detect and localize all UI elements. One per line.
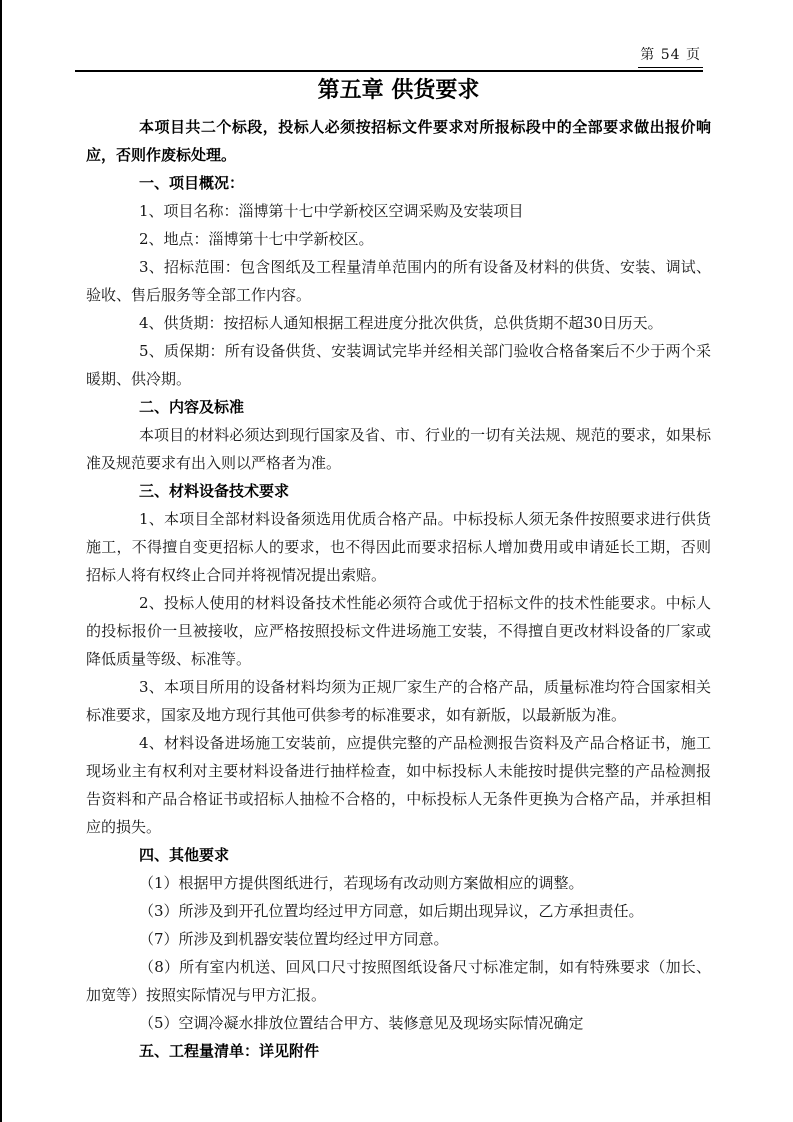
section-heading: 五、工程量清单：详见附件 — [139, 1042, 320, 1060]
paragraph: 2、投标人使用的材料设备技术性能必须符合或优于招标文件的技术性能要求。中标人的投标报价一旦被接收，应严格按照投标文件进场施工安装，不得擅自更改材料设备的厂家或降低质量等级、标准等。 — [86, 594, 711, 668]
section-heading: 本项目共二个标段，投标人必须按招标文件要求对所报标段中的全部要求做出报价响应，否则作废标处理。 — [86, 118, 711, 164]
document-content — [86, 76, 711, 1065]
paragraph: （1）根据甲方提供图纸进行，若现场有改动则方案做相应的调整。 — [139, 874, 584, 892]
header-rule — [75, 70, 703, 72]
paragraph: （3）所涉及到开孔位置均经过甲方同意，如后期出现异议，乙方承担责任。 — [139, 902, 644, 920]
paragraph: 1、项目名称：淄博第十七中学新校区空调采购及安装项目 — [139, 202, 524, 220]
section-heading: 一、项目概况： — [139, 174, 245, 192]
paragraph: 4、供货期：按招标人通知根据工程进度分批次供货，总供货期不超30日历天。 — [139, 314, 663, 332]
paragraph: （5）空调冷凝水排放位置结合甲方、装修意见及现场实际情况确定 — [139, 1014, 584, 1032]
section-heading: 三、材料设备技术要求 — [139, 482, 290, 500]
paragraph: 4、材料设备进场施工安装前，应提供完整的产品检测报告资料及产品合格证书，施工现场业主有权利对主要材料设备进行抽样检查，如中标投标人未能按时提供完整的产品检测报告资料和产品合格证书或招标人抽检不合格的，中标投标人无条件更换为合格产品，并承担相应的损失。 — [86, 734, 711, 836]
paragraph: （8）所有室内机送、回风口尺寸按照图纸设备尺寸标准定制，如有特殊要求（加长、加宽等）按照实际情况与甲方汇报。 — [86, 958, 711, 1004]
page-number: 第 54 页 — [638, 46, 703, 68]
section-heading: 二、内容及标准 — [139, 398, 245, 416]
chapter-title: 第五章 供货要求 — [317, 78, 480, 103]
paragraph: 2、地点：淄博第十七中学新校区。 — [139, 230, 374, 248]
paragraph: 3、本项目所用的设备材料均须为正规厂家生产的合格产品，质量标准均符合国家相关标准要求，国家及地方现行其他可供参考的标准要求，如有新版，以最新版为准。 — [86, 678, 711, 724]
paragraph: 1、本项目全部材料设备须选用优质合格产品。中标投标人须无条件按照要求进行供货施工，不得擅自变更招标人的要求，也不得因此而要求招标人增加费用或申请延长工期，否则招标人将有权终止合同并将视情况提出索赔。 — [86, 510, 711, 584]
section-heading: 四、其他要求 — [139, 846, 230, 864]
paragraph: 5、质保期：所有设备供货、安装调试完毕并经相关部门验收合格备案后不少于两个采暖期、供冷期。 — [86, 342, 711, 388]
paragraph: 3、招标范围：包含图纸及工程量清单范围内的所有设备及材料的供货、安装、调试、验收、售后服务等全部工作内容。 — [86, 258, 711, 304]
paragraph: 本项目的材料必须达到现行国家及省、市、行业的一切有关法规、规范的要求，如果标准及规范要求有出入则以严格者为准。 — [86, 426, 711, 472]
paragraph: （7）所涉及到机器安装位置均经过甲方同意。 — [139, 930, 449, 948]
document-body — [86, 113, 711, 1065]
